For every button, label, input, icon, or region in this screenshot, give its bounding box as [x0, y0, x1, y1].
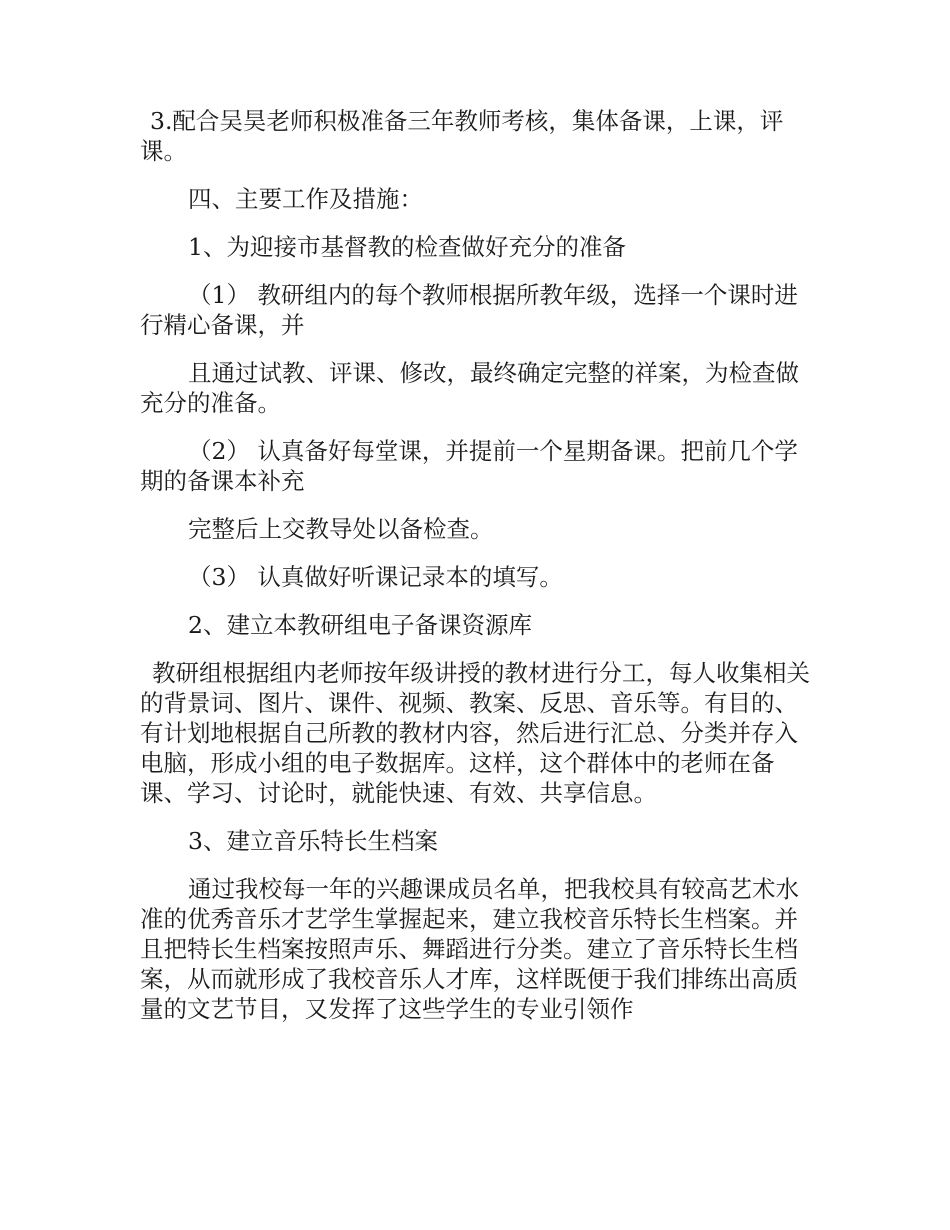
- paragraph-sub-1-continued: 且通过试教、评课、修改，最终确定完整的祥案，为检查做充分的准备。: [140, 359, 799, 417]
- subheading-music-archive: 3、建立音乐特长生档案: [188, 827, 438, 855]
- paragraph-sub-3: （3） 认真做好听课记录本的填写。: [188, 563, 563, 591]
- paragraph-sub-1: （1） 教研组内的每个教师根据所教年级，选择一个课时进行精心备课，并: [140, 281, 798, 339]
- paragraph-music-archive: 通过我校每一年的兴趣课成员名单，把我校具有较高艺术水准的优秀音乐才艺学生掌握起来，建立我校音乐特长生档案。并且把特长生档案按照声乐、舞蹈进行分类。建立了音乐特长生档案，从而就形成了我校音乐人才库，这样既便于我们排练出高质量的文艺节目，又发挥了这些学生的专业引领作: [140, 875, 799, 1023]
- paragraph-resource-library: 教研组根据组内老师按年级讲授的教材进行分工，每人收集相关的背景词、图片、课件、视频、教案、反思、音乐等。有目的、有计划地根据自己所教的教材内容，然后进行汇总、分类并存入电脑，形成小组的电子数据库。这样，这个群体中的老师在备课、学习、讨论时，就能快速、有效、共享信息。: [140, 659, 810, 807]
- paragraph-sub-2-continued: 完整后上交教导处以备检查。: [188, 515, 494, 543]
- paragraph-sub-2: （2） 认真备好每堂课，并提前一个星期备课。把前几个学期的备课本补充: [140, 437, 798, 495]
- subheading-resource-library: 2、建立本教研组电子备课资源库: [188, 611, 532, 639]
- subheading-inspection-prep: 1、为迎接市基督教的检查做好充分的准备: [188, 233, 626, 261]
- paragraph-item-3: 3.配合吴昊老师积极准备三年教师考核，集体备课，上课，评课。: [140, 107, 784, 165]
- document-body: [140, 106, 812, 1042]
- section-heading-main-work: 四、主要工作及措施：: [188, 185, 423, 213]
